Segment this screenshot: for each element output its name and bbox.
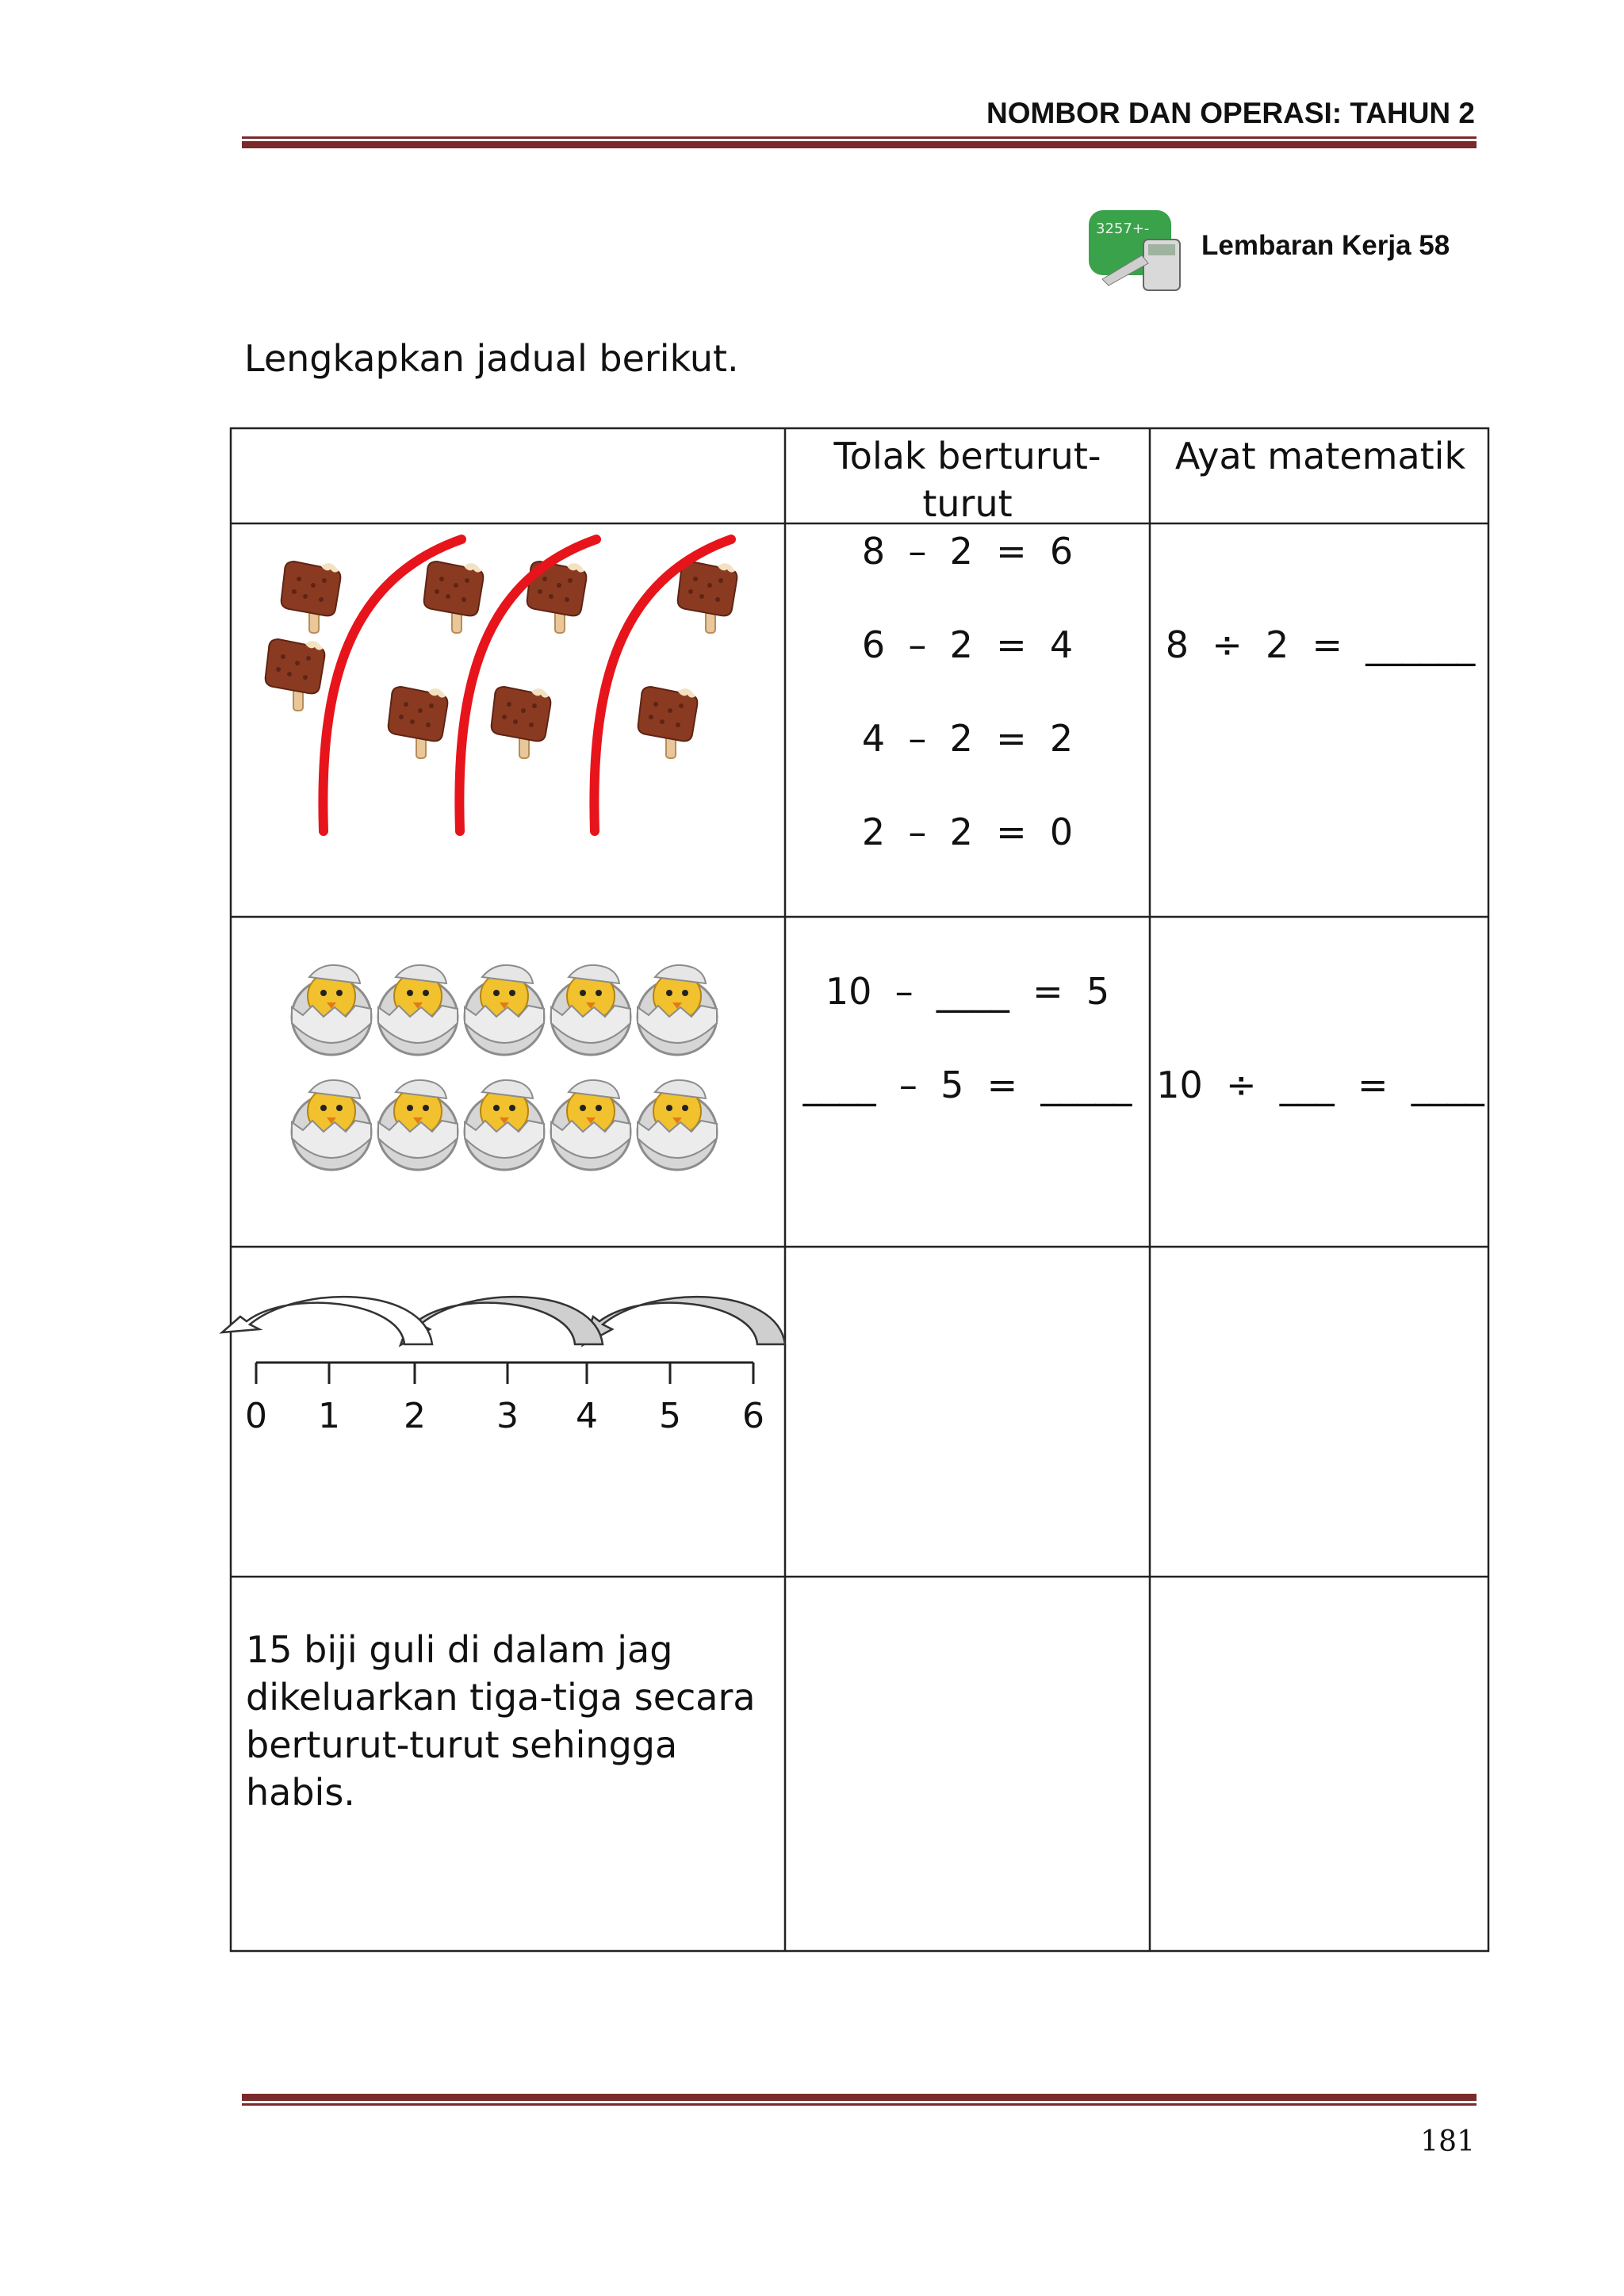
jump-arrow-icon (583, 1297, 785, 1345)
chick-icon (638, 1080, 717, 1170)
jump-arrows (222, 1297, 785, 1345)
chick-icon (292, 1080, 371, 1170)
chick-icon (638, 965, 717, 1055)
number-line-label: 5 (659, 1396, 681, 1436)
math-sentence: 8 ÷ 2 = ______ (1165, 623, 1476, 666)
page-number: 181 (1420, 2125, 1475, 2158)
ice-cream-icon (266, 639, 325, 711)
chick-icon (551, 1080, 630, 1170)
header-title: NOMBOR DAN OPERASI: TAHUN 2 (986, 97, 1475, 129)
ice-cream-icon (424, 562, 484, 633)
worksheet-label: Lembaran Kerja 58 (1201, 230, 1450, 261)
chick-icon (551, 965, 630, 1055)
ice-cream-icon (389, 687, 448, 758)
ice-cream-icon (492, 687, 551, 758)
number-line-label: 3 (496, 1396, 519, 1436)
story-line: dikeluarkan tiga-tiga secara (246, 1676, 756, 1719)
subtraction-line: 2 – 2 = 0 (861, 811, 1074, 853)
svg-text:3257+-: 3257+- (1096, 220, 1150, 237)
subtraction-line: ____ – 5 = _____ (802, 1064, 1132, 1106)
subtraction-line: 6 – 2 = 4 (861, 623, 1074, 666)
footer-rule-thick (242, 2094, 1477, 2101)
chick-icon (465, 965, 544, 1055)
chick-icon (378, 965, 458, 1055)
footer-rule-thin (242, 2103, 1477, 2106)
instruction-text: Lengkapkan jadual berikut. (244, 337, 739, 380)
ice-cream-icon (282, 562, 341, 633)
chick-icon (465, 1080, 544, 1170)
number-line-label: 1 (318, 1396, 340, 1436)
story-line: 15 biji guli di dalam jag (246, 1628, 673, 1671)
chick-icon (378, 1080, 458, 1170)
subtraction-line: 4 – 2 = 2 (861, 717, 1074, 760)
col-header-math-sentence: Ayat matematik (1174, 435, 1466, 477)
subtraction-line: 8 – 2 = 6 (861, 530, 1074, 573)
number-line-label: 4 (576, 1396, 598, 1436)
number-line (256, 1363, 753, 1384)
math-sentence: 10 ÷ ___ = ____ (1156, 1064, 1484, 1106)
number-line-label: 6 (742, 1396, 764, 1436)
jump-arrow-icon (222, 1297, 432, 1344)
number-line-label: 0 (245, 1396, 267, 1436)
chick-icon (292, 965, 371, 1055)
ice-cream-icon (678, 562, 737, 633)
story-line: habis. (246, 1771, 355, 1814)
subtraction-line: 10 – ____ = 5 (825, 970, 1110, 1013)
story-line: berturut-turut sehingga (246, 1723, 678, 1766)
col-header-subtraction: Tolak berturut-turut (833, 435, 1101, 525)
ice-cream-icon (638, 687, 698, 758)
number-line-label: 2 (404, 1396, 426, 1436)
